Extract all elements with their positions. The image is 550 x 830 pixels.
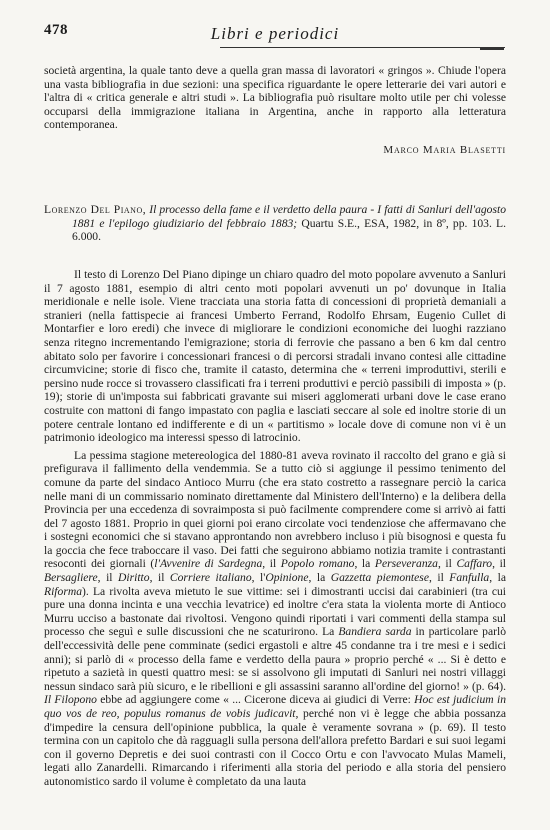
newspaper-title: l'Avvenire di Sardegna: [154, 557, 263, 571]
newspaper-title: Riforma: [44, 584, 83, 598]
newspaper-title: Opinione: [265, 571, 309, 585]
newspaper-title: Perseveranza: [374, 557, 438, 571]
book-citation: [44, 203, 506, 244]
paragraph-2-text-e: perché non vi è legge che abbia possanza d'impedire la censura dell'opinione pubblica, la quale è veramente sovrana » (p. 69). Il testo termina con un capitolo che dà ragguagli sulla persona dell'allora prefetto Bardari e sui suoi legami con il governo Depretis e dei suoi contrasti con il Cocco Ortu e con l'avvocato Mulas Mameli, legati allo Zanardelli. Rimarcando i riferimenti alla storia del periodo e alla storia del pensiero autonomistico sardo il volume è completato da una lauta: [44, 707, 506, 788]
paragraph-2-text-c: in particolare parlò dell'eccessività delle pene comminate (sedici ergastoli e altre 45 condanne tra i tre mesi e i sedici anni); si parlò di « processo della fame e verdetto della paura » proprio perché « ... Si è detto e ripetuto a sazietà in questi quattro mesi: se si assolvono gli imputati di Sanluri nei nostri villaggi nessun sindaco sarà più sicuro, e le ribellioni e gli assassini saranno all'ordine del giorno! » (p. 64).: [44, 625, 506, 693]
newspaper-separator: , il: [149, 571, 170, 585]
paragraph-2-text-a: La pessima stagione metereologica del 1880-81 aveva rovinato il raccolto del grano e già si prefigurava il fallimento della vendemmia. Se a tutto ciò si aggiunge il pessimo tenimento del comune da parte del sindaco Antioco Murru (che era stato costretto a rassegnare perciò la carica nelle mani di un commissario nominato direttamente dal Ministero dell'Interno) e la delibera della Provincia per una eccedenza di sovraimposta si può facilmente comprendere come si arrivò ai fatti del 7 agosto 1881. Proprio in quei giorni poi erano circolate voci tendenziose che affermavano che i sostegni economici che si stavano approntando non avrebbero incluso i più bisognosi e questa fu la goccia che fece traboccare il vaso. Dei fatti che seguirono abbiamo notizia tramite i contrastanti resoconti dei giornali (: [44, 448, 506, 571]
newspaper-separator: ).: [82, 584, 89, 598]
newspaper-separator: , il: [262, 557, 281, 571]
newspaper-filopono: Il Filopono: [44, 693, 97, 707]
paragraph-2-text-d: ebbe ad aggiungere come « ... Cicerone diceva ai giudici di Verre:: [96, 693, 415, 707]
header-rule: [220, 47, 505, 48]
review-paragraph-1: Il testo di Lorenzo Del Piano dipinge un chiaro quadro del moto popolare avvenuto a Sanluri il 7 agosto 1881, esempio di altri cento moti popolari avvenuti un po' dovunque in Italia meridionale e nelle isole. Viene tracciata una storia fatta di concessioni di proprietà demaniali a stranieri (nella fattispecie ai francesi Umberto Ferrand, Rodolfo Ehrsam, Eugenio Cullet di Montarfier e loro eredi) che invece di migliorare le condizioni economiche dei luoghi razziano senza ritegno incrementando l'emigrazione; storia di ferrovie che passano a ben 6 km dal centro abitato solo per favorire i concessionari francesi o di percorsi stradali invano contesi alle cittadine circumvicine; storie di fisco che, tramite il catasto, determina che « terreni improduttivi, sterili e persino nude rocce si trovassero classificati fra i terreni produttivi e perciò passibili di imposta » (p. 19); storie di un'imposta sui fabbricati gravante sui miseri agglomerati urbani dove le case erano costruite con mattoni di fango impastato con paglia e lasciati seccare al sole ed inoltre storie di un potere centrale lontano ed indifferente e di un « partitismo » locale dove di comune non vi è un patrimonio ideologico ma interessi spesso di latrocinio.: [44, 268, 507, 445]
running-title: Libri e periodici: [210, 24, 340, 43]
newspaper-title: Caffaro: [456, 557, 493, 571]
newspaper-separator: , la: [354, 557, 375, 571]
paragraph-2-text-b: La rivolta aveva mietuto le sue vittime: sei i dimostranti uccisi dai carabinieri (tra cui pure una donna incinta e una vecchia levatrice) ed inoltre c'era stata la violenta morte di Antioco Murru ucciso a bastonate dai rivoltosi. Vengono quindi riportati i vari commenti della stampa sul processo che seguì e sulle discussioni che ne scaturirono. La: [44, 584, 506, 639]
newspaper-separator: , il: [492, 557, 507, 571]
book-publication: Quartu S.E., ESA, 1982, in 8º, pp. 103. L. 6.000.: [72, 216, 506, 244]
newspaper-bandiera-sarda: Bandiera sarda: [338, 625, 412, 639]
reviewer-signature: Marco Maria Blasetti: [383, 144, 506, 156]
newspaper-separator: , il: [428, 571, 450, 585]
newspaper-title: Diritto: [118, 571, 150, 585]
book-author: Lorenzo Del Piano,: [44, 203, 147, 216]
newspaper-separator: , il: [97, 571, 118, 585]
review-paragraph-2: [44, 449, 506, 789]
page-number: 478: [44, 22, 68, 38]
book-title: Il processo della fame e il verdetto della paura - I fatti di Sanluri dell'agosto 1881 e l'epilogo giudiziario del febbraio 1883;: [72, 203, 506, 230]
header-dash: [480, 48, 504, 50]
review-body: [44, 268, 506, 789]
latin-quotation: Hoc est judicium in quo vos de reo, populus romanus de vobis judicavit,: [44, 693, 506, 720]
newspaper-title: Gazzetta piemontese: [330, 571, 429, 585]
newspaper-separator: , la: [308, 571, 331, 585]
newspaper-title: Bersagliere: [44, 571, 98, 585]
newspaper-title: Popolo romano: [280, 557, 355, 571]
previous-review-text: [44, 64, 506, 132]
newspaper-separator: , la: [489, 571, 506, 585]
newspaper-separator: , il: [437, 557, 457, 571]
newspaper-separator: , l': [251, 571, 266, 585]
newspaper-title: Fanfulla: [449, 571, 490, 585]
previous-review-paragraph: società argentina, la quale tanto deve a quella gran massa di lavoratori « gringos ». Chiude l'opera una vasta bibliografia in due sezioni: una specifica riguardante le opere letterarie dei vari autori e l'altra di « critica generale e altri studi ». La bibliografia può risultare molto utile per chi volesse occuparsi della immigrazione italiana in Argentina, anche in rapporto alla letteratura contemporanea.: [44, 64, 506, 132]
newspaper-title: Corriere italiano: [169, 571, 252, 585]
